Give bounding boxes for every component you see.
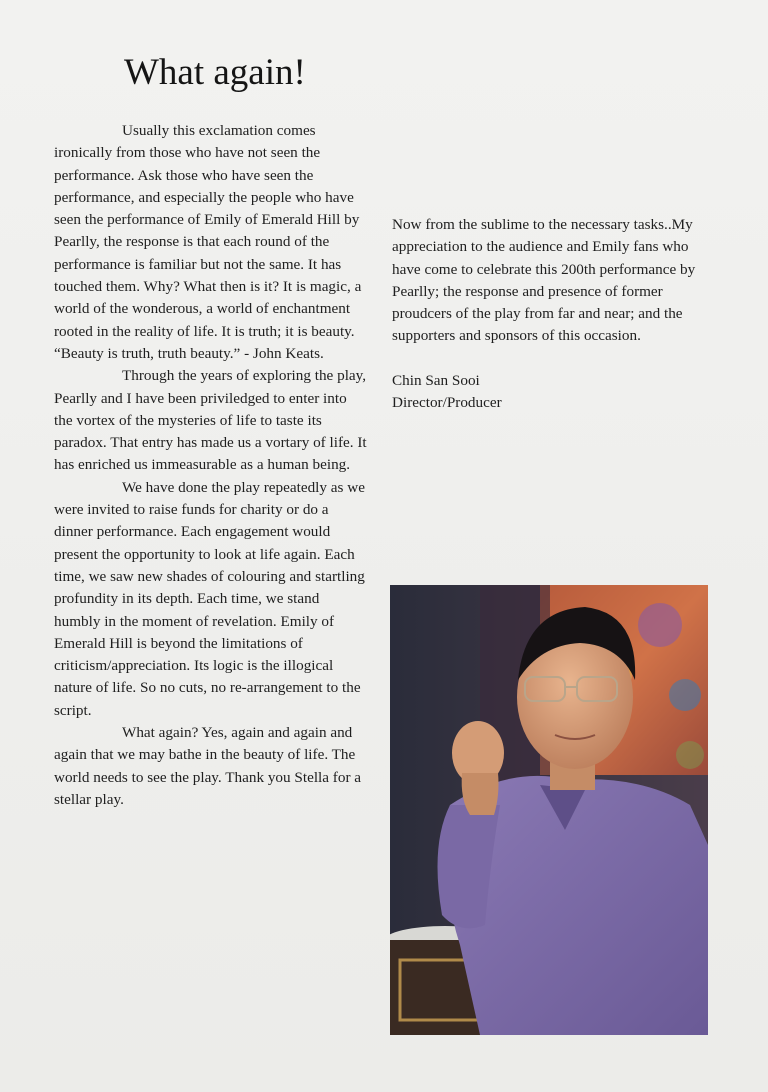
article-body-left <box>54 120 368 811</box>
closing-paragraph: Now from the sublime to the necessary tasks..My appreciation to the audience and Emily fans who have come to celebrate this 200th performance by Pearlly; the response and presence of former proudcers of the play from far and near; and the supporters and sponsors of this occasion. <box>392 216 696 345</box>
signature-block <box>392 370 712 415</box>
portrait-illustration <box>390 585 708 1035</box>
paragraph-2: Through the years of exploring the play, Pearlly and I have been priviledged to enter into the vortex of the mysteries of life to taste its paradox. That entry has made us a vortary of life. It has enriched us immeasurable as a human being. <box>54 367 367 474</box>
director-portrait-photo <box>390 585 708 1035</box>
page-title: What again! <box>124 52 306 93</box>
signature-role: Director/Producer <box>392 394 502 412</box>
paragraph-1: Usually this exclamation comes ironically from those who have not seen the performance. Ask those who have seen the performance, and especially the people who have seen the performance of Emily of Emerald Hill by Pearlly, the response is that each round of the performance is familiar but not the same. It has touched them. Why? What then is it? It is magic, a world of the wonderous, a world of enchantment rooted in the reality of life. It is truth; it is beauty. “Beauty is truth, truth beauty.” - John Keats. <box>54 122 362 362</box>
paragraph-3: We have done the play repeatedly as we were invited to raise funds for charity or do a dinner performance. Each engagement would present the opportunity to look at life again. Each time, we saw new shades of colouring and startling profundity in its depth. Each time, we stand humbly in the moment of revelation. Emily of Emerald Hill is beyond the limitations of criticism/appreciation. Its logic is the illogical nature of life. So no cuts, no re-arrangement to the script. <box>54 478 365 719</box>
paragraph-4: What again? Yes, again and again and again that we may bathe in the beauty of life. The world needs to see the play. Thank you Stella for a stellar play. <box>54 724 362 808</box>
signature-name: Chin San Sooi <box>392 371 480 389</box>
article-body-right <box>392 214 712 414</box>
